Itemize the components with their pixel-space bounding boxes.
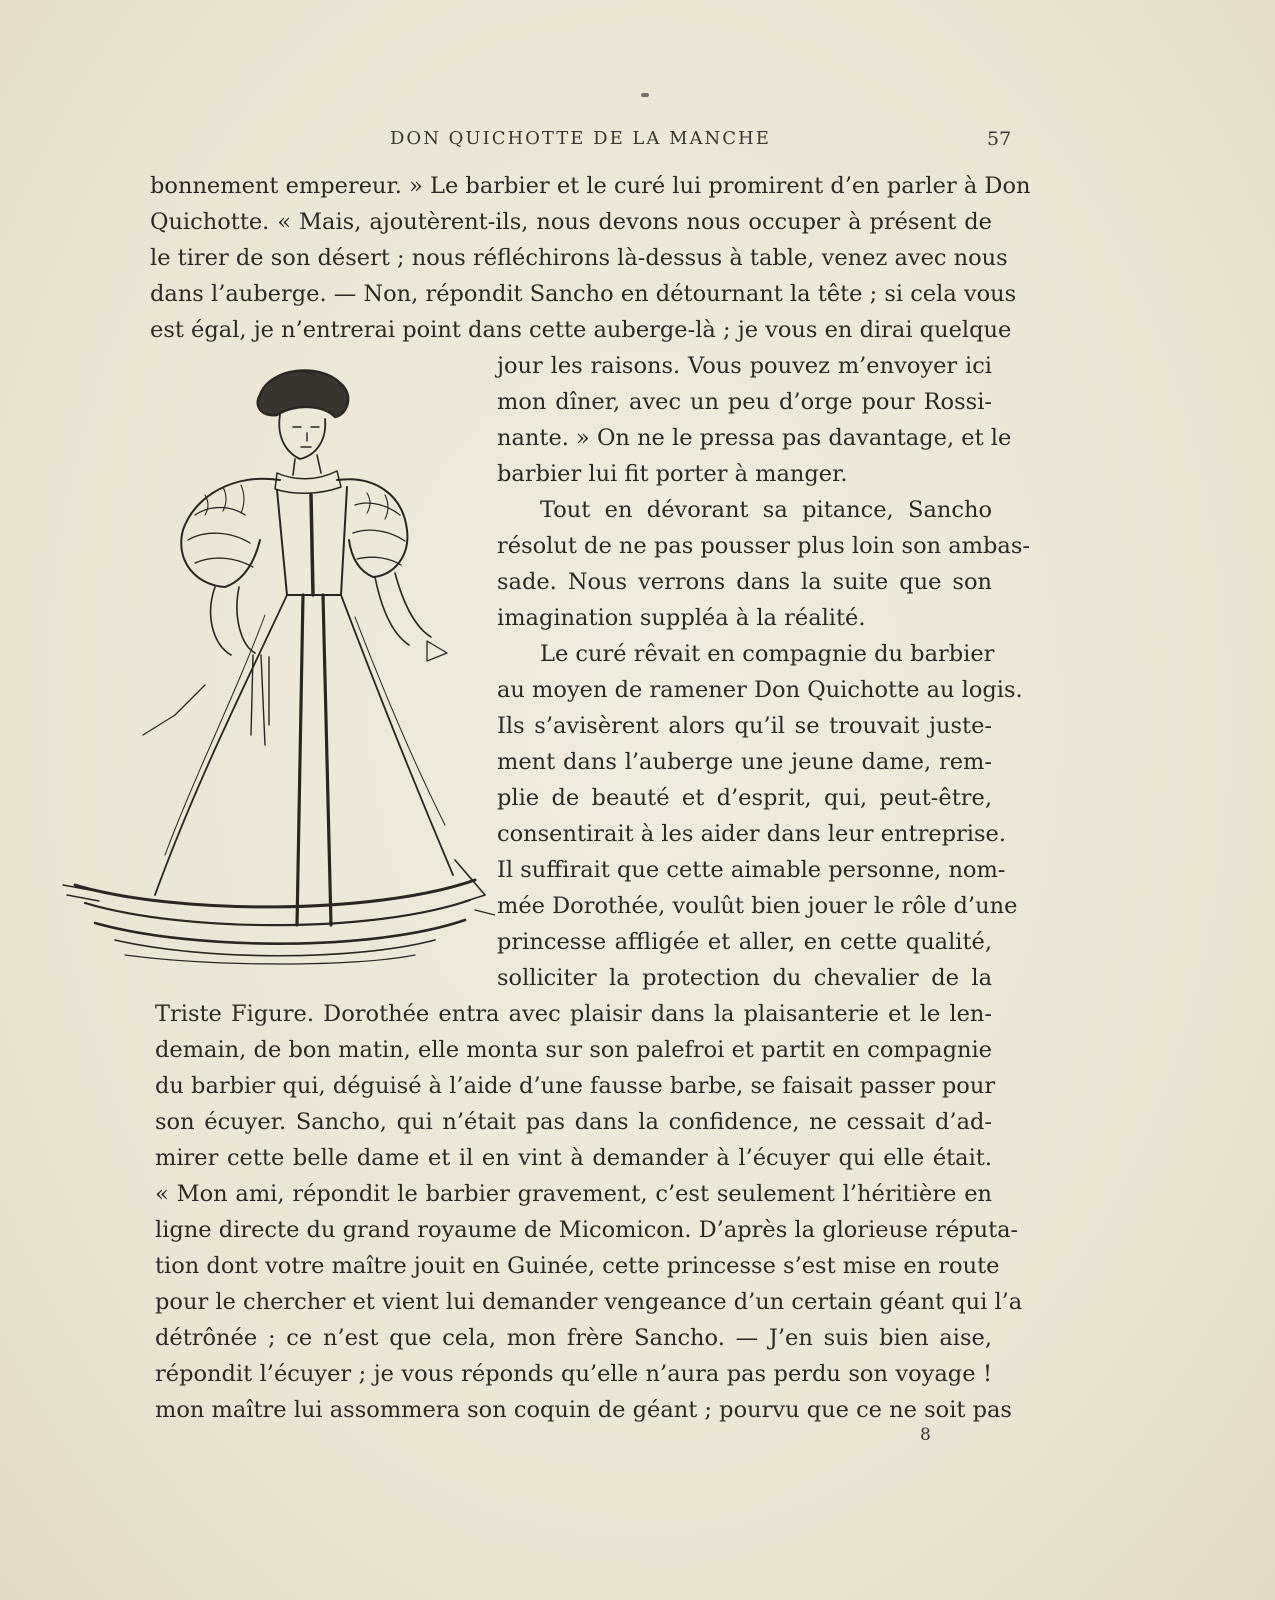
- text-line: ligne directe du grand royaume de Micomicon. D’après la glorieuse réputa-: [155, 1217, 1019, 1243]
- text-line: Triste Figure. Dorothée entra avec plaisir dans la plaisanterie et le len-: [155, 1001, 992, 1027]
- text-line: dans l’auberge. — Non, répondit Sancho en détournant la tête ; si cela vous: [150, 281, 1017, 307]
- text-line: Quichotte. « Mais, ajoutèrent-ils, nous devons nous occuper à présent de: [150, 209, 992, 235]
- text-line: tion dont votre maître jouit en Guinée, cette princesse s’est mise en route: [155, 1253, 1000, 1279]
- text-line: solliciter la protection du chevalier de la: [497, 965, 992, 991]
- page-number: 57: [987, 128, 1012, 150]
- text-line: ment dans l’auberge une jeune dame, rem-: [497, 749, 992, 775]
- text-line: nante. » On ne le pressa pas davantage, et le: [497, 425, 1012, 451]
- text-line: mirer cette belle dame et il en vint à demander à l’écuyer qui elle était.: [155, 1145, 992, 1171]
- text-line: Il suffirait que cette aimable personne, nom-: [497, 857, 1006, 883]
- text-line: du barbier qui, déguisé à l’aide d’une fausse barbe, se faisait passer pour: [155, 1073, 996, 1099]
- text-line: mon maître lui assommera son coquin de géant ; pourvu que ce ne soit pas: [155, 1397, 1012, 1423]
- woman-in-gown-illustration: [55, 355, 495, 975]
- text-line: Le curé rêvait en compagnie du barbier: [540, 641, 995, 667]
- ink-mark: [641, 93, 649, 97]
- text-line: Ils s’avisèrent alors qu’il se trouvait juste-: [497, 713, 992, 739]
- text-line: détrônée ; ce n’est que cela, mon frère Sancho. — J’en suis bien aise,: [155, 1325, 992, 1351]
- text-line: résolut de ne pas pousser plus loin son ambas-: [497, 533, 1030, 559]
- text-line: Tout en dévorant sa pitance, Sancho: [540, 497, 992, 523]
- text-line: bonnement empereur. » Le barbier et le curé lui promirent d’en parler à Don: [150, 173, 1031, 199]
- signature-mark: 8: [920, 1425, 931, 1445]
- text-line: consentirait à les aider dans leur entreprise.: [497, 821, 1007, 847]
- text-line: mée Dorothée, voulût bien jouer le rôle d’une: [497, 893, 1018, 919]
- text-line: jour les raisons. Vous pouvez m’envoyer ici: [497, 353, 992, 379]
- text-line: répondit l’écuyer ; je vous réponds qu’elle n’aura pas perdu son voyage !: [155, 1361, 992, 1387]
- text-line: le tirer de son désert ; nous réfléchirons là-dessus à table, venez avec nous: [150, 245, 1008, 271]
- text-line: pour le chercher et vient lui demander vengeance d’un certain géant qui l’a: [155, 1289, 1023, 1315]
- text-line: princesse affligée et aller, en cette qualité,: [497, 929, 992, 955]
- text-line: demain, de bon matin, elle monta sur son palefroi et partit en compagnie: [155, 1037, 992, 1063]
- running-title: DON QUICHOTTE DE LA MANCHE: [390, 128, 771, 149]
- text-line: son écuyer. Sancho, qui n’était pas dans la confidence, ne cessait d’ad-: [155, 1109, 992, 1135]
- text-line: sade. Nous verrons dans la suite que son: [497, 569, 992, 595]
- text-line: barbier lui fit porter à manger.: [497, 461, 848, 487]
- text-line: « Mon ami, répondit le barbier gravement, c’est seulement l’héritière en: [155, 1181, 992, 1207]
- text-line: mon dîner, avec un peu d’orge pour Rossi-: [497, 389, 992, 415]
- text-line: au moyen de ramener Don Quichotte au logis.: [497, 677, 1023, 703]
- text-line: imagination suppléa à la réalité.: [497, 605, 866, 631]
- text-line: est égal, je n’entrerai point dans cette auberge-là ; je vous en dirai quelque: [150, 317, 1012, 343]
- text-line: plie de beauté et d’esprit, qui, peut-être,: [497, 785, 992, 811]
